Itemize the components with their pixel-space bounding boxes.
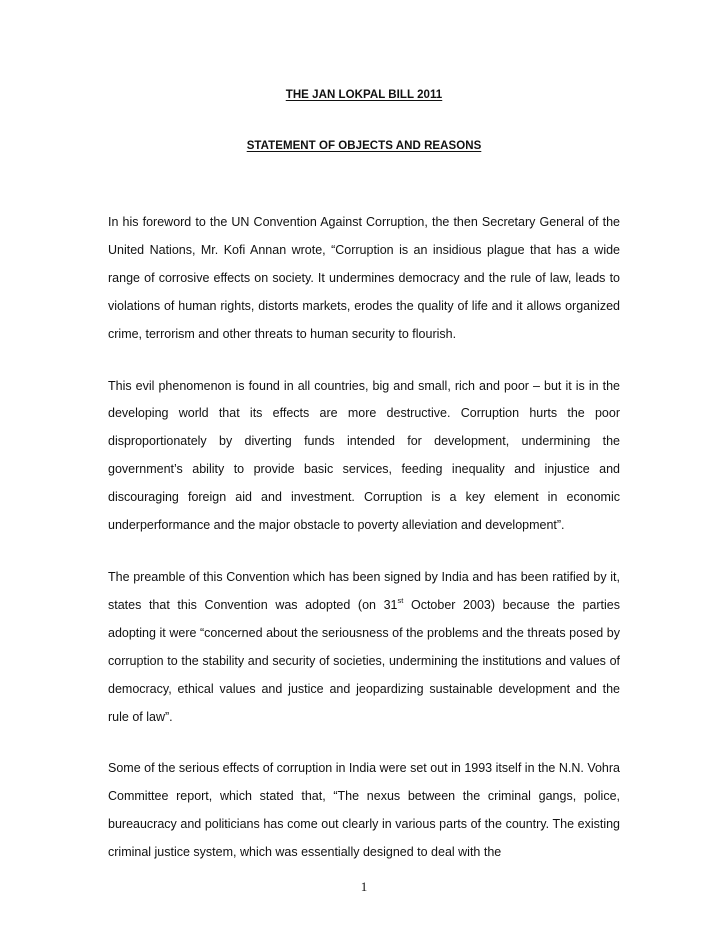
document-subtitle: STATEMENT OF OBJECTS AND REASONS	[246, 140, 482, 152]
preamble-text-after: October 2003) because the parties adopting it were “concerned about the seriousness of the problems and the threats posed by corruption to the stability and security of societies, undermining the institutions and values of democracy, ethical values and justice and jeopardizing sustainable development and the rule of law”.	[108, 597, 620, 724]
document-body	[108, 209, 620, 891]
paragraph-evil-phenomenon: This evil phenomenon is found in all countries, big and small, rich and poor – but it is in the developing world that its effects are more destructive. Corruption hurts the poor disproportionately by diverting funds intended for development, undermining the government’s ability to provide basic services, feeding inequality and injustice and discouraging foreign aid and investment. Corruption is a key element in economic underperformance and the major obstacle to poverty alleviation and development”.	[108, 378, 620, 533]
page-number: 1	[360, 879, 368, 894]
preamble-text-before: The preamble of this Convention which has been signed by India and has been ratified by it, states that this Convention was adopted (on 31	[108, 569, 620, 612]
ordinal-superscript: st	[397, 595, 404, 605]
paragraph-vohra-committee: Some of the serious effects of corruption in India were set out in 1993 itself in the N.N. Vohra Committee report, which stated that, “The nexus between the criminal gangs, police, bureaucracy and politicians has come out clearly in various parts of the country. The existing criminal justice system, which was essentially designed to deal with the	[108, 761, 620, 860]
paragraph-annan-foreword: In his foreword to the UN Convention Against Corruption, the then Secretary General of the United Nations, Mr. Kofi Annan wrote, “Corruption is an insidious plague that has a wide range of corrosive effects on society. It undermines democracy and the rule of law, leads to violations of human rights, distorts markets, erodes the quality of life and it allows organized crime, terrorism and other threats to human security to flourish.	[108, 215, 620, 341]
document-title: THE JAN LOKPAL BILL 2011	[285, 89, 443, 101]
paragraph-convention-preamble	[108, 564, 620, 731]
